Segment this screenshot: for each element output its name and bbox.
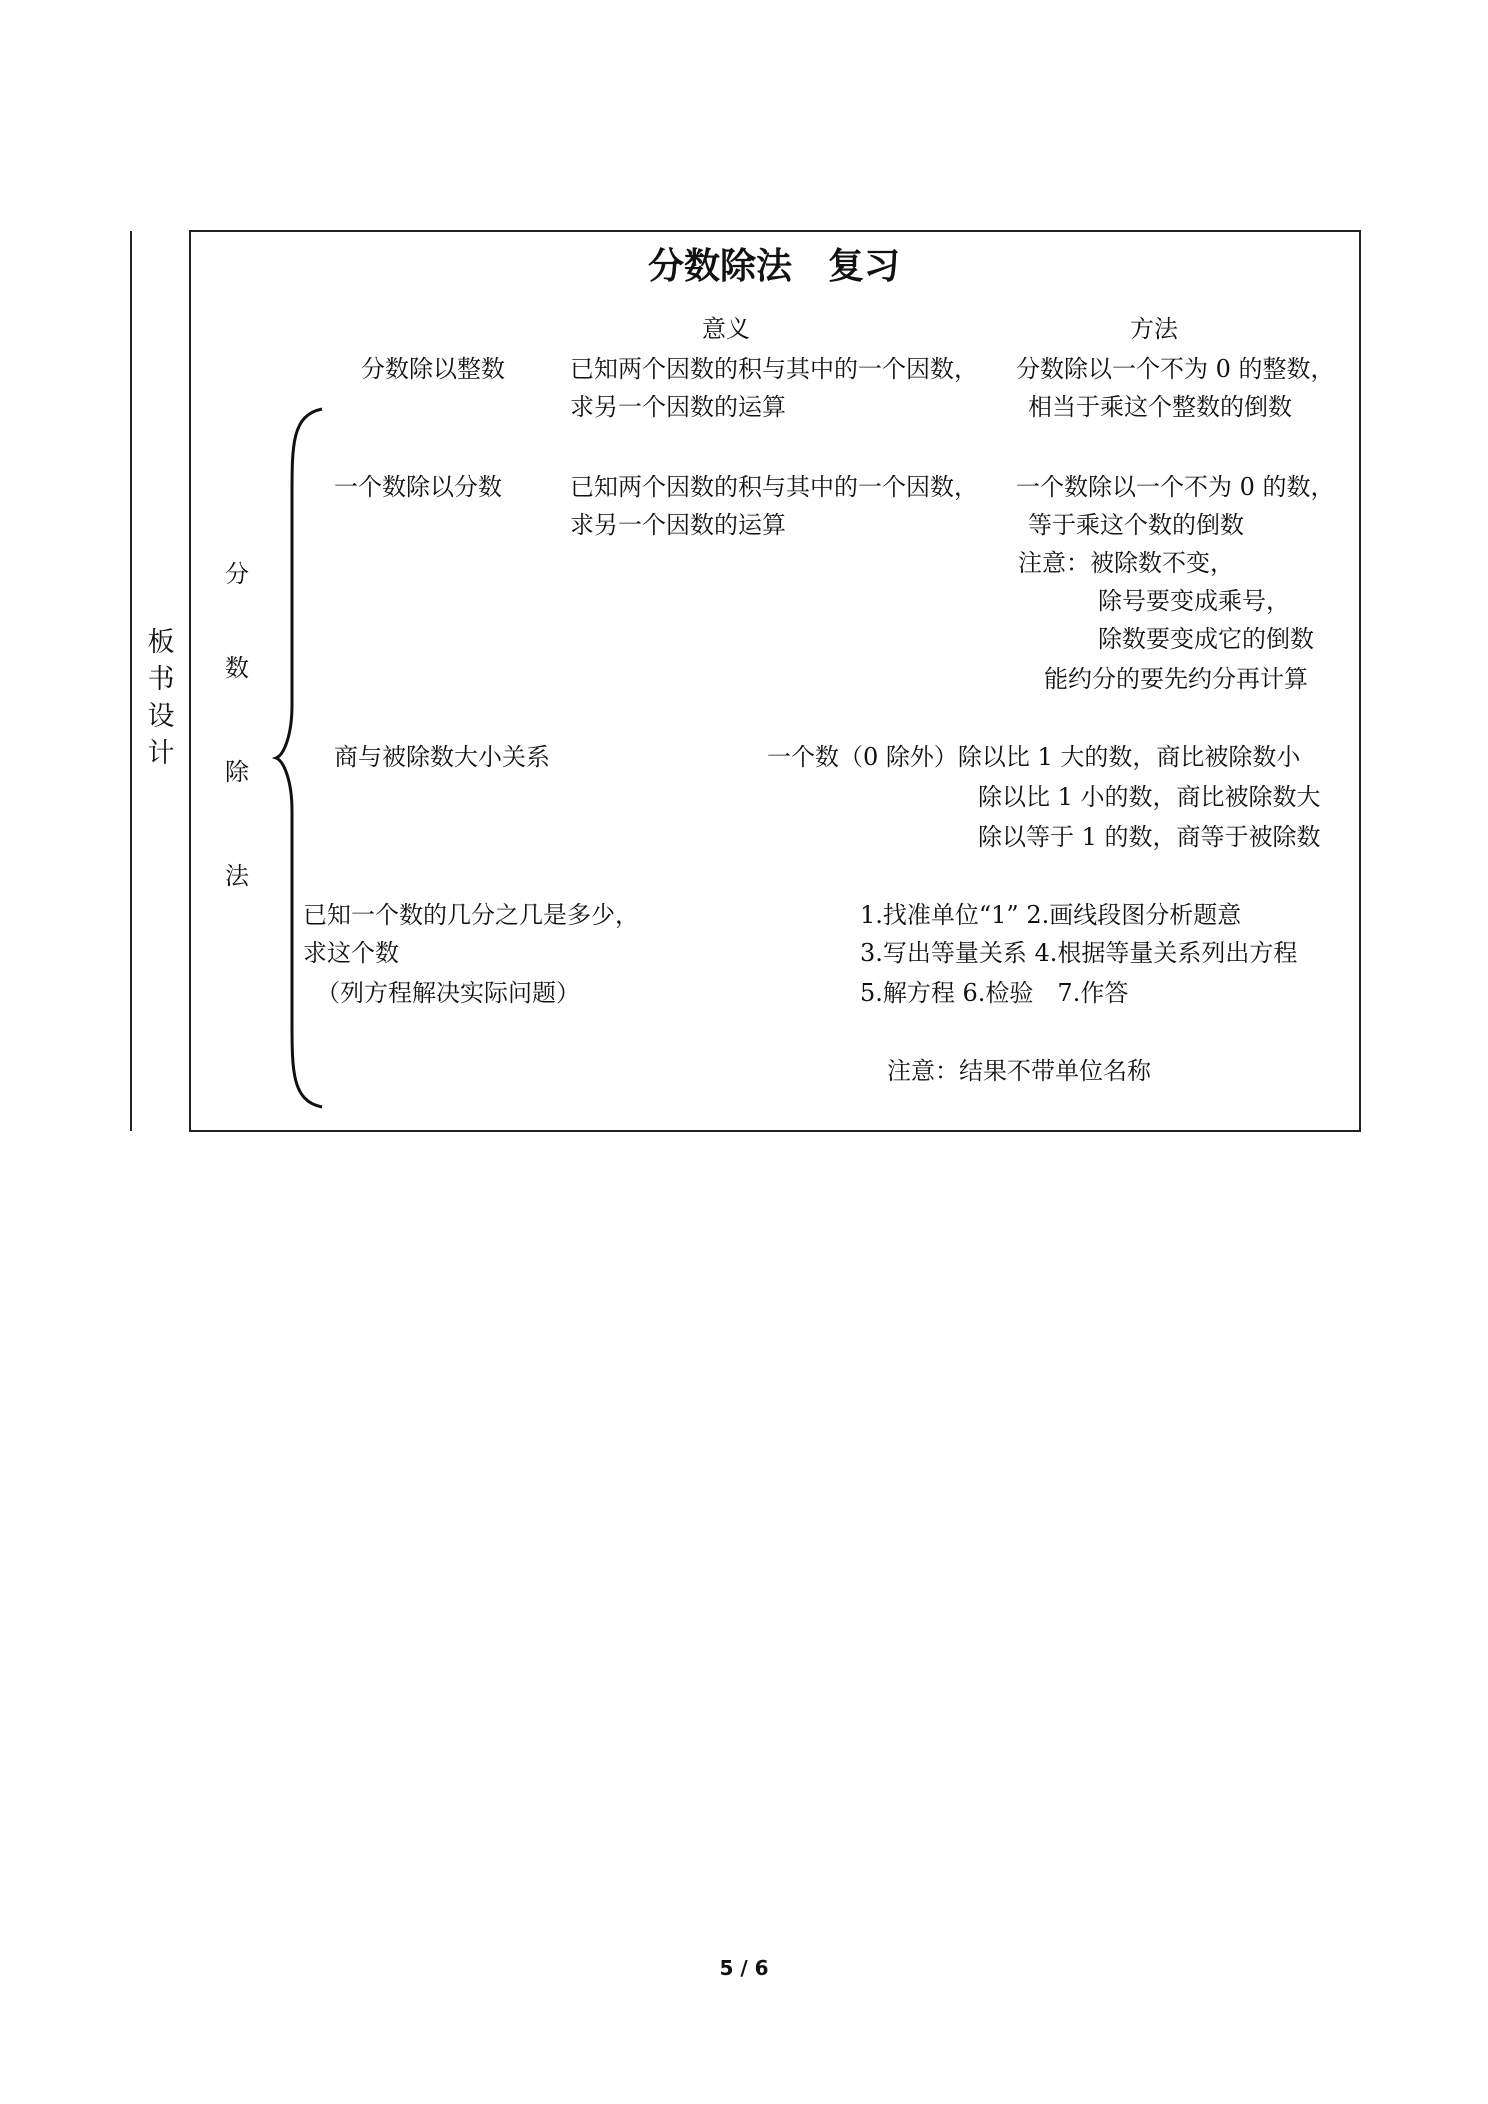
meaning-line: 已知两个因数的积与其中的一个因数，	[570, 355, 978, 383]
vertical-topic-char: 除	[225, 758, 249, 786]
note-line: 注意：被除数不变，	[1018, 549, 1234, 577]
relation-line: 一个数（0 除外）除以比 1 大的数，商比被除数小	[767, 743, 1301, 771]
meaning-line: 求另一个因数的运算	[570, 511, 786, 539]
relation-line: 除以等于 1 的数，商等于被除数	[978, 823, 1321, 851]
step-line: 1.找准单位“1” 2.画线段图分析题意	[860, 901, 1242, 929]
topic-word-problem: 求这个数	[303, 939, 399, 967]
step-line: 5.解方程 6.检验 7.作答	[860, 979, 1129, 1007]
side-label-char: 设	[147, 701, 175, 732]
vertical-topic-char: 数	[225, 654, 249, 682]
side-label-char: 板	[147, 627, 175, 658]
topic-fraction-div-integer: 分数除以整数	[361, 355, 505, 383]
meaning-header: 意义	[702, 315, 750, 343]
note-line: 除号要变成乘号，	[1098, 587, 1290, 615]
topic-word-problem: （列方程解决实际问题）	[316, 979, 580, 1007]
relation-line: 除以比 1 小的数，商比被除数大	[978, 783, 1321, 811]
note-line: 能约分的要先约分再计算	[1044, 665, 1308, 693]
topic-quotient-relation: 商与被除数大小关系	[334, 743, 550, 771]
side-label	[146, 624, 176, 772]
step-line: 3.写出等量关系 4.根据等量关系列出方程	[860, 939, 1298, 967]
topic-word-problem: 已知一个数的几分之几是多少，	[303, 901, 639, 929]
method-line: 一个数除以一个不为 0 的数，	[1016, 473, 1335, 501]
vertical-topic-char: 法	[225, 862, 249, 890]
method-line: 相当于乘这个整数的倒数	[1028, 393, 1292, 421]
topic-number-div-fraction: 一个数除以分数	[334, 473, 502, 501]
method-header: 方法	[1130, 315, 1178, 343]
side-label-char: 书	[147, 664, 175, 695]
side-label-char: 计	[147, 738, 175, 769]
meaning-line: 已知两个因数的积与其中的一个因数，	[570, 473, 978, 501]
note-line: 注意：结果不带单位名称	[887, 1057, 1151, 1085]
method-line: 分数除以一个不为 0 的整数，	[1016, 355, 1335, 383]
vertical-topic-char: 分	[225, 560, 249, 588]
method-line: 等于乘这个数的倒数	[1028, 511, 1244, 539]
note-line: 除数要变成它的倒数	[1098, 625, 1314, 653]
page-title: 分数除法 复习	[647, 246, 900, 287]
meaning-line: 求另一个因数的运算	[570, 393, 786, 421]
page-number: 5 / 6	[719, 1956, 769, 1980]
left-margin-rule	[130, 231, 132, 1131]
